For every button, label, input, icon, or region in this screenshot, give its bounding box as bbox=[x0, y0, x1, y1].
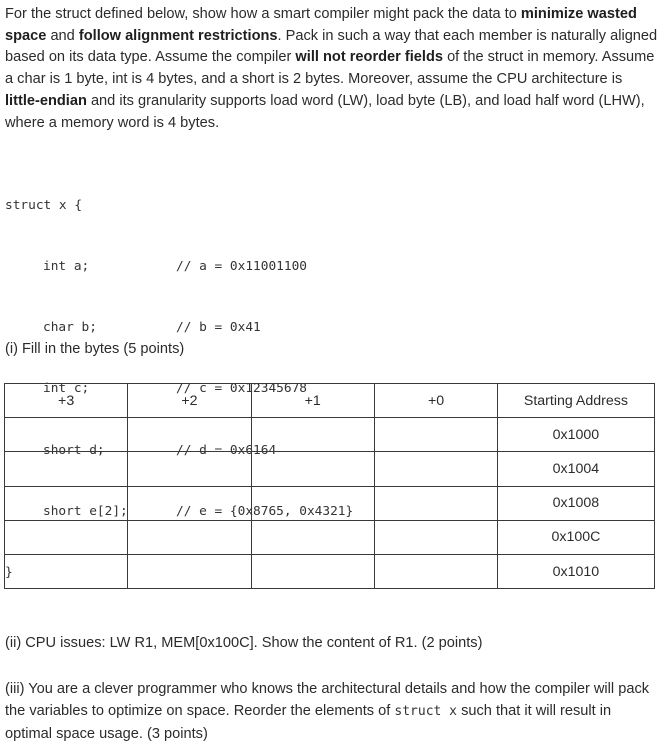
byte-cell[interactable] bbox=[5, 520, 128, 554]
byte-cell[interactable] bbox=[251, 520, 374, 554]
emphasis-minimize-wasted-space: minimize wasted space bbox=[5, 6, 637, 44]
byte-cell[interactable] bbox=[128, 418, 251, 452]
byte-cell[interactable] bbox=[5, 486, 128, 520]
question-1: (i) Fill in the bytes (5 points) bbox=[5, 341, 185, 357]
address-cell: 0x100C bbox=[498, 520, 655, 554]
struct-member-b: char b; // b = 0x41 bbox=[43, 320, 261, 336]
address-cell: 0x1000 bbox=[498, 418, 655, 452]
address-cell: 0x1008 bbox=[498, 486, 655, 520]
byte-table bbox=[4, 383, 655, 589]
address-cell: 0x1010 bbox=[498, 554, 655, 588]
byte-cell[interactable] bbox=[128, 452, 251, 486]
byte-cell[interactable] bbox=[128, 520, 251, 554]
header-starting-address: Starting Address bbox=[498, 384, 655, 418]
header-plus1: +1 bbox=[251, 384, 374, 418]
byte-cell[interactable] bbox=[5, 452, 128, 486]
emphasis-little-endian: little-endian bbox=[5, 92, 87, 109]
byte-cell[interactable] bbox=[374, 452, 497, 486]
struct-close-line: } bbox=[5, 565, 13, 581]
byte-cell[interactable] bbox=[251, 452, 374, 486]
byte-cell[interactable] bbox=[251, 486, 374, 520]
address-cell: 0x1004 bbox=[498, 452, 655, 486]
table-row bbox=[5, 554, 655, 588]
table-header-row bbox=[5, 384, 655, 418]
byte-cell[interactable] bbox=[251, 418, 374, 452]
byte-cell[interactable] bbox=[128, 486, 251, 520]
struct-member-c: int c; // c = 0x12345678 bbox=[43, 381, 307, 397]
emphasis-alignment-restrictions: follow alignment restrictions bbox=[78, 27, 278, 44]
header-plus2: +2 bbox=[128, 384, 251, 418]
table-row bbox=[5, 452, 655, 486]
byte-cell[interactable] bbox=[374, 486, 497, 520]
problem-description: For the struct defined below, show how a smart compiler might pack the data to minimize wasted space and follow alignment restrictions. Pack in such a way that each member is naturally aligned based on its data type. Assume the compiler will not reorder fields of the struct in memory. Assume a char is 1 byte, int is 4 bytes, and a short is 2 bytes. Moreover, assume the CPU architecture is little-endian and its granularity supports load word (LW), load byte (LB), and load half word (LHW), where a memory word is 4 bytes. bbox=[5, 6, 658, 131]
header-plus0: +0 bbox=[374, 384, 497, 418]
struct-member-d: short d; // d = 0x6164 bbox=[43, 442, 277, 458]
byte-cell[interactable] bbox=[128, 554, 251, 588]
question-3: (iii) You are a clever programmer who knows the architectural details and how the compiler will pack the variables to optimize on space. Reorder the elements of struct x such that it will result in optimal space usage. (3 points) bbox=[5, 681, 650, 742]
header-plus3: +3 bbox=[5, 384, 128, 418]
table-row bbox=[5, 486, 655, 520]
table-row bbox=[5, 520, 655, 554]
byte-cell[interactable] bbox=[251, 554, 374, 588]
struct-member-a: int a; // a = 0x11001100 bbox=[43, 259, 307, 275]
byte-cell[interactable] bbox=[5, 554, 128, 588]
struct-open-line: struct x { bbox=[5, 197, 83, 213]
byte-cell[interactable] bbox=[374, 520, 497, 554]
emphasis-no-reorder: will not reorder fields bbox=[295, 49, 444, 66]
struct-member-e: short e[2]; // e = {0x8765, 0x4321} bbox=[43, 503, 354, 519]
byte-cell[interactable] bbox=[5, 418, 128, 452]
question-2: (ii) CPU issues: LW R1, MEM[0x100C]. Show the content of R1. (2 points) bbox=[5, 635, 483, 651]
byte-cell[interactable] bbox=[374, 418, 497, 452]
byte-cell[interactable] bbox=[374, 554, 497, 588]
table-row bbox=[5, 418, 655, 452]
inline-code-struct-x: struct x bbox=[394, 704, 458, 719]
